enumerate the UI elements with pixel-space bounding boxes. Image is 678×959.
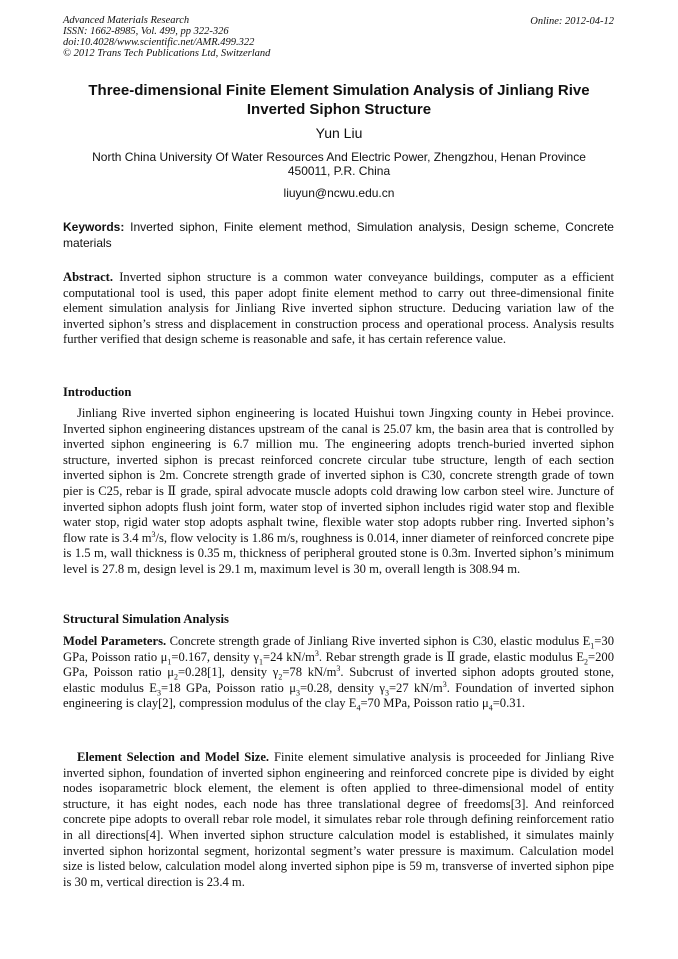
subscript: 1 — [167, 657, 172, 667]
model-text: . Subcrust of inverted siphon adopts grouted stone, elastic modulus E — [63, 665, 615, 695]
intro-sup-3: 3 — [151, 529, 156, 539]
subscript: 1 — [259, 657, 263, 667]
affiliation-line-2: 450011, P.R. China — [287, 164, 391, 178]
paper-title — [60, 81, 618, 119]
model-parameters-label: Model Parameters. — [63, 634, 167, 648]
model-text: =30 GPa, Poisson ratio μ — [63, 634, 614, 664]
title-line-2: Inverted Siphon Structure — [246, 101, 432, 118]
element-selection-text: Finite element simulative analysis is proceeded for Jinliang Rive inverted siphon, foundation of inverted siphon engineering and reinforced concrete pipe is divided by eight nodes isoparametric block element, the element is often applied to three-dimensional model of entity structure, it has eight nodes, each node has three translational degree of freedoms[3]. And reinforced concrete pipe adopts to overall rebar role model, it simulates rebar role through defining reinforcement ratio in all directions[4]. When inverted siphon structure calculation model is established, it simulates mainly inverted siphon horizontal segment, horizontal segment’s water pressure is maximum. Calculation model size is listed below, calculation model along inverted siphon pipe is 59 m, transverse of inverted siphon pipe is 30 m, vertical direction is 23.4 m. — [63, 750, 614, 889]
introduction-heading: Introduction — [63, 385, 132, 399]
online-date: Online: 2012-04-12 — [530, 16, 614, 27]
copyright-line: © 2012 Trans Tech Publications Ltd, Switzerland — [63, 48, 271, 59]
model-parameters-paragraph — [63, 634, 614, 712]
affiliation — [60, 150, 618, 178]
abstract — [63, 270, 614, 348]
subscript: 4 — [488, 703, 493, 713]
model-text: =24 kN/m — [263, 649, 315, 664]
model-text: =70 MPa, Poisson ratio μ — [360, 696, 489, 711]
superscript: 3 — [314, 648, 319, 658]
abstract-text: Inverted siphon structure is a common water conveyance buildings, computer as a efficient computational tool is used, this paper adopt finite element method to carry out three-dimensional finite element simulation analysis for Jinliang Rive inverted siphon structure. Deducing variation law of the inverted siphon’s stress and displacement in construction process and operational process. Analysis results further verified that design scheme is reasonable and safe, it has certain reference value. — [63, 270, 614, 347]
subscript: 2 — [278, 672, 283, 682]
introduction-paragraph — [63, 406, 614, 578]
subscript: 3 — [295, 688, 300, 698]
author-email[interactable]: liuyun@ncwu.edu.cn — [283, 186, 395, 200]
model-text: =0.28, density γ — [299, 680, 385, 695]
model-text: . Rebar strength grade is Ⅱ grade, elastic modulus E — [318, 649, 585, 664]
model-text: . Foundation of inverted siphon engineering is clay[2], compression modulus of the clay E — [63, 680, 615, 711]
intro-text-b: /s, flow velocity is 1.86 m/s, roughness is 0.014, inner diameter of reinforced concrete pipe is 1.5 m, wall thickness is 0.35 m, thickness of peripheral grouted stone is 0.3m. Inverted siphon’s minimum level is 27.8 m, design level is 29.1 m, maximum level is 30 m, overall length is 308.94 m. — [63, 530, 615, 576]
model-text: =0.28[1], density γ — [177, 665, 279, 680]
issn-line: ISSN: 1662-8985, Vol. 499, pp 322-326 — [63, 26, 229, 37]
subscript: 3 — [156, 688, 161, 698]
author-name: Yun Liu — [315, 125, 363, 141]
model-text: Concrete strength grade of Jinliang Rive inverted siphon is C30, elastic modulus E — [169, 634, 591, 648]
model-text: =78 kN/m — [282, 665, 337, 680]
element-selection-label: Element Selection and Model Size. — [77, 750, 270, 764]
model-text: =18 GPa, Poisson ratio μ — [160, 680, 296, 695]
title-line-1: Three-dimensional Finite Element Simulation Analysis of Jinliang Rive — [88, 82, 590, 99]
superscript: 3 — [442, 679, 447, 689]
affiliation-line-1: North China University Of Water Resources And Electric Power, Zhengzhou, Henan Province — [92, 150, 586, 164]
element-selection-paragraph — [63, 750, 614, 890]
keywords-text: Inverted siphon, Finite element method, Simulation analysis, Design scheme, Concrete materials — [63, 220, 614, 250]
subscript: 2 — [173, 672, 178, 682]
subscript: 3 — [384, 688, 389, 698]
subscript: 4 — [356, 703, 361, 713]
journal-name: Advanced Materials Research — [63, 15, 190, 26]
keywords — [63, 220, 614, 251]
doi-line: doi:10.4028/www.scientific.net/AMR.499.322 — [63, 37, 255, 48]
model-text: =200 GPa, Poisson ratio μ — [63, 649, 615, 680]
subscript: 2 — [584, 657, 589, 667]
structural-heading: Structural Simulation Analysis — [63, 612, 229, 626]
abstract-label: Abstract. — [63, 270, 114, 284]
model-text: =0.31. — [492, 696, 525, 711]
subscript: 1 — [590, 641, 595, 651]
model-text: =0.167, density γ — [171, 649, 259, 664]
intro-text-a: Jinliang Rive inverted siphon engineering is located Huishui town Jingxing county in Hebei province. Inverted siphon engineering distances upstream of the canal is 25.07 km, the basin area that is controlled by inverted siphon engineering is 6.7 million mu. The engineering adopts trench-buried inverted siphon structure, inverted siphon is precast reinforced concrete circular tube structure, length of each section inverted siphon is 2m. Concrete strength grade of inverted siphon is C30, concrete strength grade of town pier is C25, rebar is Ⅱ grade, spiral advocate muscle adopts cold drawing low carbon steel wire. Juncture of inverted siphon adopts flush joint form, water stop of inverted siphon includes rigid water stop and flexible water stop, rigid water stop adopts asphalt twine, flexible water stop adopts rubber ring. Inverted siphon’s flow rate is 3.4 m — [63, 406, 614, 545]
model-text: =27 kN/m — [388, 680, 443, 695]
keywords-label: Keywords: — [63, 220, 125, 234]
superscript: 3 — [336, 664, 341, 673]
